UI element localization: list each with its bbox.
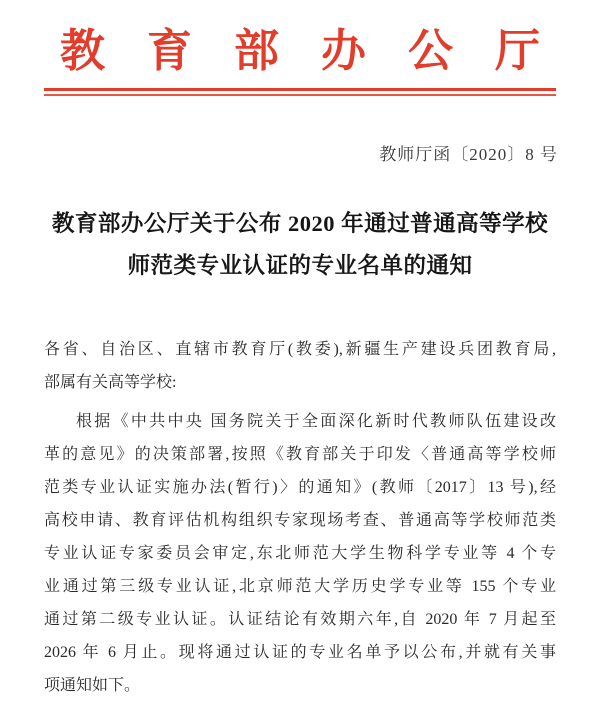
body-line: 高校申请、教育评估机构组织专家现场考查、普通高等学校师范类 (44, 512, 556, 529)
body-line: 范类专业认证实施办法(暂行)〉的通知》(教师〔2017〕13 号),经 (44, 479, 556, 496)
notice-title (0, 203, 600, 287)
notice-title-line-2: 师范类专业认证的专业名单的通知 (127, 253, 473, 278)
notice-title-line-1: 教育部办公厅关于公布 2020 年通过普通高等学校 (51, 211, 549, 236)
body-line: 业通过第三级专业认证,北京师范大学历史学专业等 155 个专业 (44, 578, 556, 595)
letterhead-org-title: 教育部办公厅 (59, 26, 582, 76)
body-line: 根据《中共中央 国务院关于全面深化新时代教师队伍建设改 (76, 413, 556, 430)
body-line: 2026 年 6 月止。现将通过认证的专业名单予以公布,并就有关事 (44, 644, 556, 661)
notice-body (44, 333, 556, 702)
doc-reference-number: 教师厅函〔2020〕8 号 (379, 145, 558, 164)
salutation-line: 部属有关高等学校: (44, 374, 177, 391)
body-line: 通过第二级专业认证。认证结论有效期六年,自 2020 年 7 月起至 (44, 611, 556, 628)
letterhead-double-rule (44, 88, 556, 96)
body-line: 项通知如下。 (44, 677, 141, 694)
salutation-line: 各省、自治区、直辖市教育厅(教委),新疆生产建设兵团教育局, (44, 341, 556, 358)
body-line: 专业认证专家委员会审定,东北师范大学生物科学专业等 4 个专 (44, 545, 556, 562)
body-line: 革的意见》的决策部署,按照《教育部关于印发〈普通高等学校师 (44, 446, 556, 463)
